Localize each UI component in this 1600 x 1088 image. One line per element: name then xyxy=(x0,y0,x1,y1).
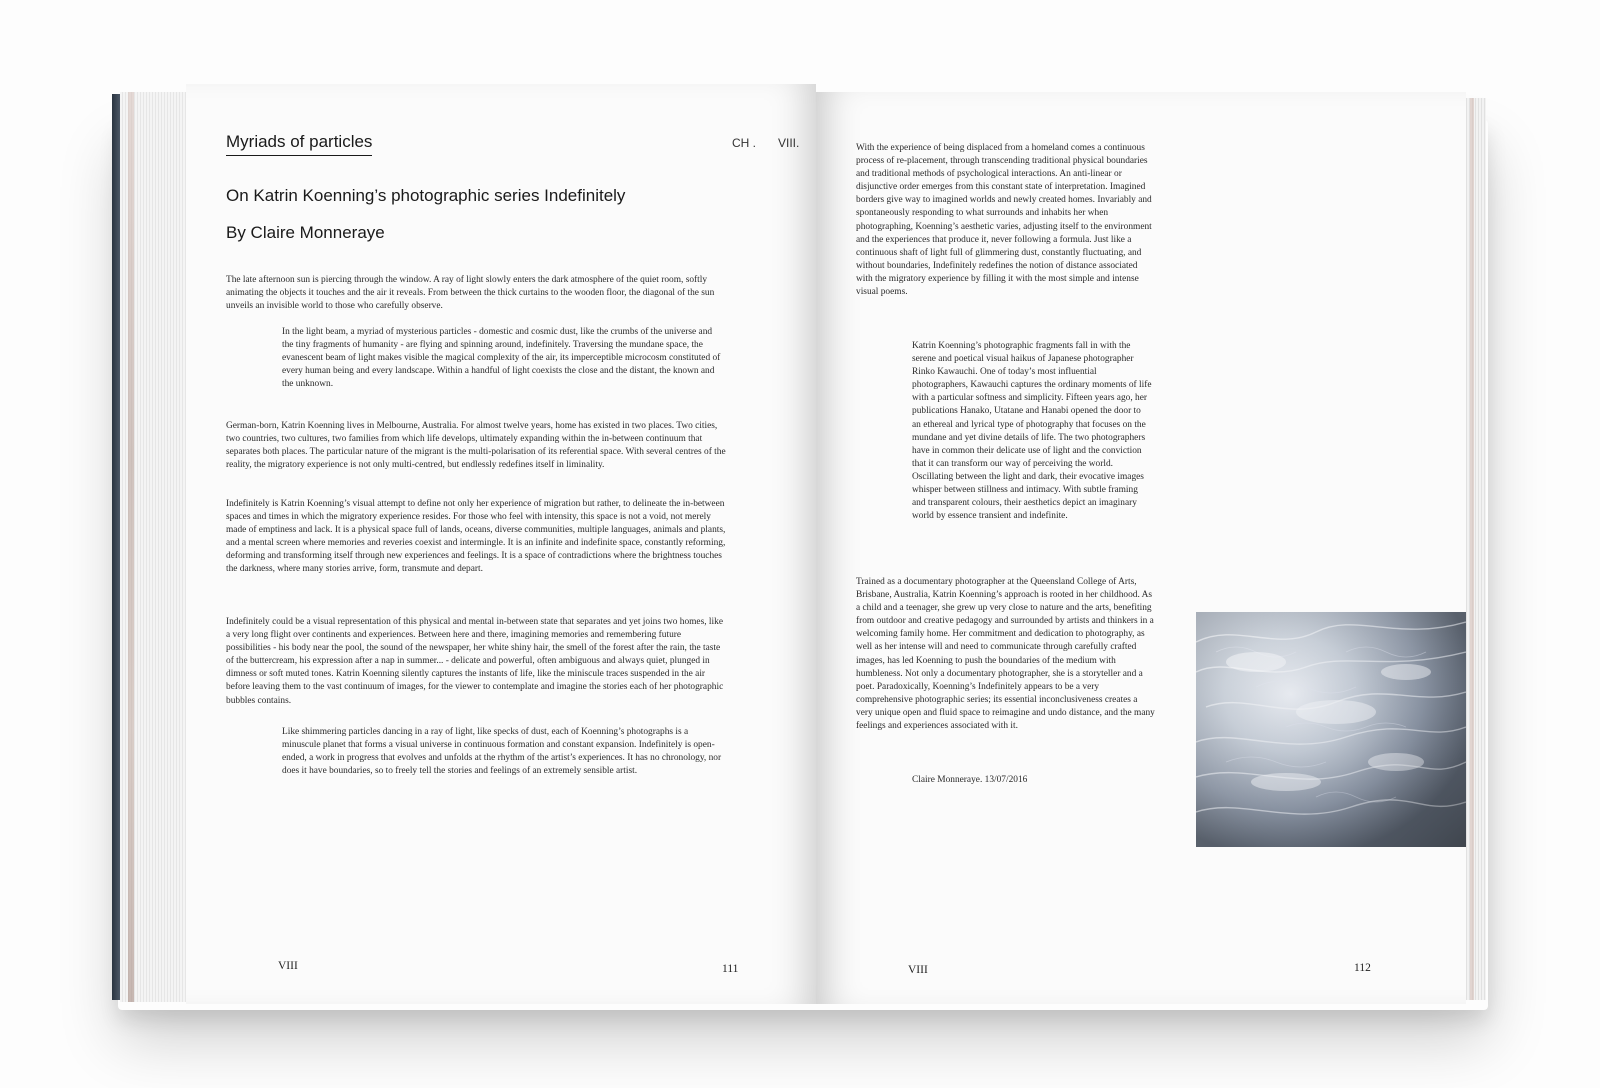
article-byline: By Claire Monneraye xyxy=(226,223,385,242)
left-paragraph: Indefinitely is Katrin Koenning’s visual attempt to define not only her experience of migration but rather, to delineate the in-between spaces and times in which the migratory experience resides. For those who feel with intensity, this space is not a void, not merely made of emptiness and lack. It is a physical space full of lands, oceans, diverse communities, multiple languages, animals and plants, and a mental screen where memories and reveries coexist and intermingle. It is an infinite and indefinite space, constantly reforming, deforming and transforming itself through new experiences and feelings. It is a space of contradictions where the brightness touches the darkness, where many stories arrive, form, transmute and depart. xyxy=(226,499,726,575)
left-folio-chapter: VIII xyxy=(278,960,298,972)
water-photograph xyxy=(1196,612,1466,847)
chapter-title: Myriads of particles xyxy=(226,132,372,156)
right-page-number: 112 xyxy=(1354,962,1371,974)
left-paragraph: Indefinitely could be a visual representation of this physical and mental in-between state that separates and yet joins two homes, like a very long flight over continents and experiences. Between here and there, imagining memories and remembering future possibilities - his body near the pool, the sound of the newspaper, her white shiny hair, the smell of the forest after the rain, the taste of the buttercream, his expression after a nap in summer... - delicate and powerful, often ambiguous and always quiet, plunged in dimness or soft muted tones. Katrin Koenning silently captures the instants of life, like the miniscule traces suspended in the air before leaving them to the vast continuum of images, for the viewer to contemplate and imagine the stories each of her photographic bubbles contains. xyxy=(226,617,724,706)
water-photograph-art xyxy=(1196,612,1466,847)
left-edge-strip xyxy=(128,92,134,1002)
left-paragraph-indented: Like shimmering particles dancing in a ray of light, like specks of dust, each of Koenning’s photographs is a minuscule planet that forms a visual universe in continuous formation and constant expansion. Indefinitely is open-ended, a work in progress that evolves and unfolds at the rhythm of the artist’s experiences. It has no chronology, nor does it have boundaries, so to freely tell the stories and feelings of an extremely sensible artist. xyxy=(282,727,722,777)
right-page-edges xyxy=(1464,98,1486,1000)
chapter-marker-prefix: CH . xyxy=(732,136,756,150)
chapter-marker-number: VIII. xyxy=(778,136,800,150)
chapter-marker xyxy=(732,136,799,150)
right-paragraph-indented: Katrin Koenning’s photographic fragments fall in with the serene and poetical visual haikus of Japanese photographer Rinko Kawauchi. One of today’s most influential photographers, Kawauchi captures the ordinary moments of life with a particular softness and simplicity. Fifteen years ago, her publications Hanako, Utatane and Hanabi opened the door to an ethereal and lyrical type of photography that focuses on the mundane and yet divine details of life. The two photographers have in common their delicate use of light and the conviction that it can transform our way of perceiving the world. Oscillating between the light and dark, their evocative images whisper between stillness and intimacy. With subtle framing and transparent colours, their aesthetics depict an imaginary world by essence transient and indefinite. xyxy=(912,341,1152,522)
right-edge-strip xyxy=(1470,98,1474,1000)
left-paragraph: The late afternoon sun is piercing through the window. A ray of light slowly enters the dark atmosphere of the quiet room, softly animating the objects it touches and the air it reveals. From between the thick curtains to the wooden floor, the diagonal of the sun unveils an invisible world to those who carefully observe. xyxy=(226,275,715,312)
left-paragraph: German-born, Katrin Koenning lives in Melbourne, Australia. For almost twelve years, home has existed in two places. Two cities, two countries, two cultures, two families from which life develops, ultimately expanding within the in-between continuum that separates both places. The particular nature of the migrant is the multi-polarisation of its referential space. With several centres of the reality, the migratory experience is not only multi-centred, but endlessly redefines itself in liminality. xyxy=(226,421,726,471)
article-subtitle: On Katrin Koenning’s photographic series Indefinitely xyxy=(226,186,626,205)
author-signature: Claire Monneraye. 13/07/2016 xyxy=(912,775,1028,785)
left-paragraph-indented: In the light beam, a myriad of mysterious particles - domestic and cosmic dust, like the crumbs of the universe and the tiny fragments of humanity - are flying and spinning around, indefinitely. Traversing the mundane space, the evanescent beam of light makes visible the magical complexity of the air, its imperceptible microcosm constituted of every human being and every landscape. Within a handful of light coexists the close and the distant, the known and the unknown. xyxy=(282,327,721,390)
left-page-edges xyxy=(120,92,190,1002)
right-paragraph: Trained as a documentary photographer at the Queensland College of Arts, Brisbane, Australia, Katrin Koenning’s approach is rooted in her childhood. As a child and a teenager, she grew up very close to nature and the arts, benefiting from outdoor and creative pedagogy and surrounded by artists and thinkers in a welcoming family home. Her commitment and dedication to photography, as well as her intense will and need to communicate through carefully crafted images, has led Koenning to push the boundaries of the medium with humbleness. Not only a documentary photographer, she is a storyteller and a poet. Paradoxically, Koenning’s Indefinitely appears to be a very comprehensive photographic series; its essential inconclusiveness creates a very unique open and fluid space to reimagine and undo distance, and the many feelings and experiences associated with it. xyxy=(856,577,1155,732)
right-paragraph: With the experience of being displaced from a homeland comes a continuous process of re-placement, through transcending traditional physical boundaries and traditional methods of psychological interactions. An anti-linear or disjunctive order emerges from this constant state of interpretation. Imagined borders give way to imagined worlds and newly created homes. Invariably and spontaneously responding to what surrounds and inhabits her when photographing, Koenning’s aesthetic varies, adjusting itself to the environment and the experiences that produce it, never following a formula. Just like a continuous shaft of light full of glimmering dust, constantly fluctuating, and without boundaries, Indefinitely redefines the notion of distance associated with the migratory experience by filling it with the most simple and intense visual poems. xyxy=(856,143,1152,298)
right-folio-chapter: VIII xyxy=(908,964,928,976)
left-page-number: 111 xyxy=(722,963,739,975)
book-cover-edge xyxy=(112,94,120,1000)
